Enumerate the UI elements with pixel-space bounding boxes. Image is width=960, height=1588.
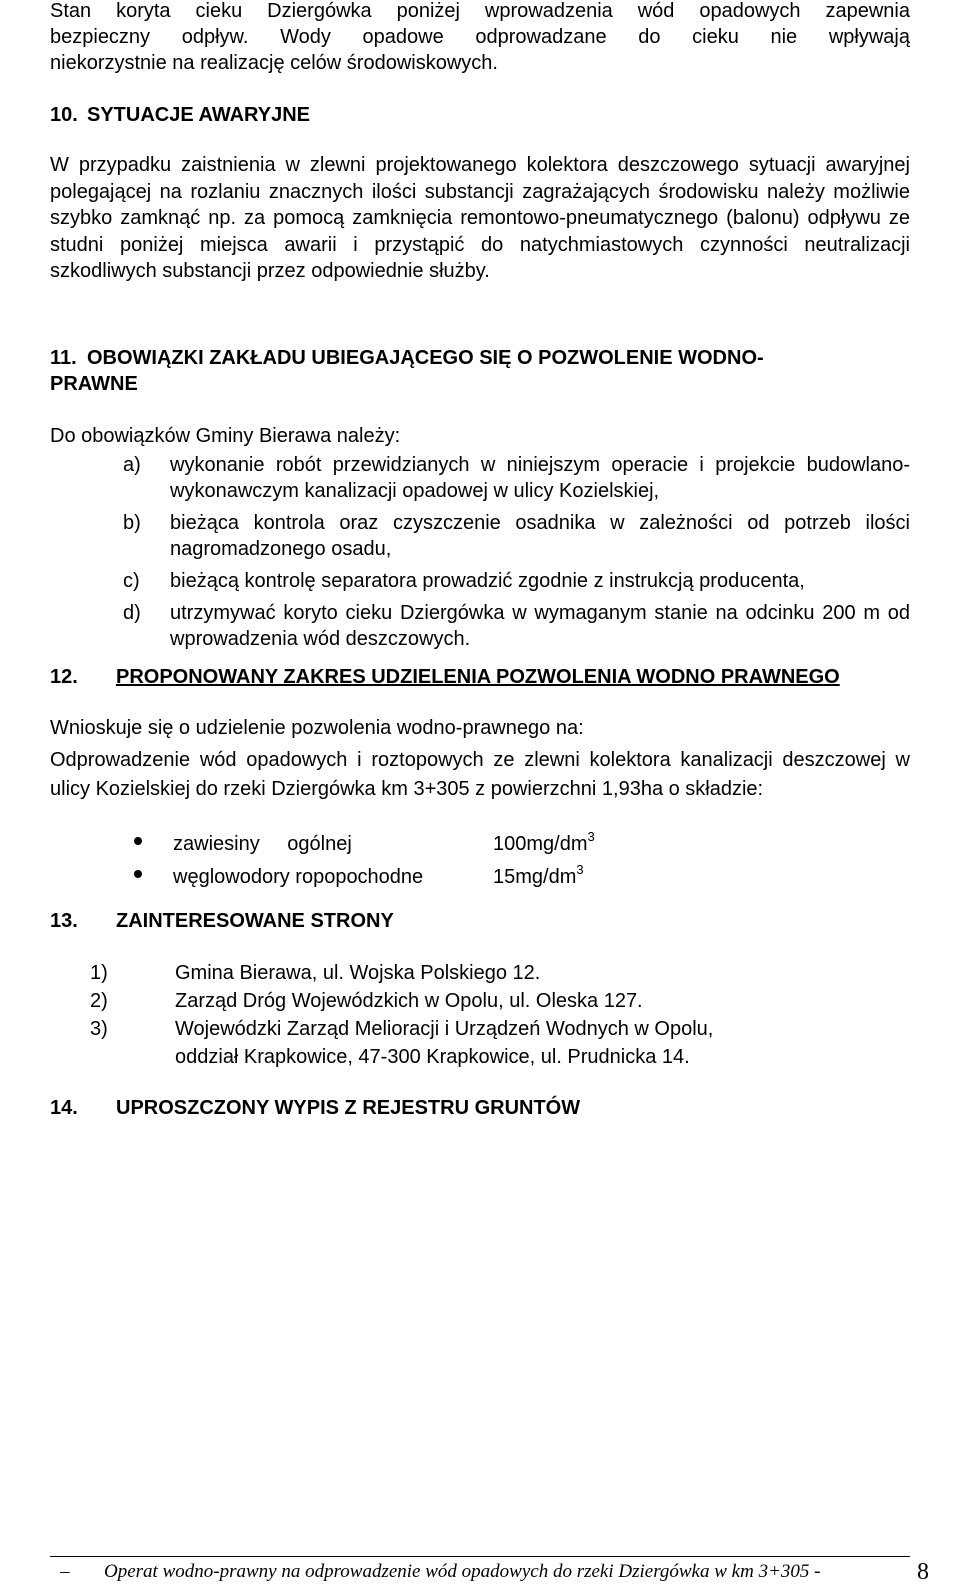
section-title: UPROSZCZONY WYPIS Z REJESTRU GRUNTÓW <box>116 1097 581 1119</box>
list-item-text: oddział Krapkowice, 47-300 Krapkowice, ul. Prudnicka 14. <box>175 1046 690 1068</box>
parties-list <box>50 960 910 1072</box>
bullet-icon <box>134 837 142 845</box>
intro-line-2: bezpieczny odpływ. Wody opadowe odprowadzane do cieku nie wpływają <box>50 26 910 48</box>
parameter-name: węglowodory ropopochodne <box>173 866 424 888</box>
section-number: 13. <box>50 910 78 932</box>
section-12-line-1: Wnioskuje się o udzielenie pozwolenia wodno-prawnego na: <box>50 717 584 739</box>
section-number: 10. <box>50 104 78 126</box>
list-item <box>50 568 910 594</box>
list-item <box>50 827 910 860</box>
list-item <box>50 452 910 504</box>
parameter-value: $100mg/dm^3$ <box>493 829 595 855</box>
list-item-text: Wojewódzki Zarząd Melioracji i Urządzeń Wodnych w Opolu, <box>175 1018 714 1040</box>
list-item-label: a) <box>123 454 141 476</box>
obligations-list <box>50 450 910 652</box>
section-12-heading <box>50 664 840 690</box>
list-item-label: c) <box>123 570 140 592</box>
section-title-line-1: OBOWIĄZKI ZAKŁADU UBIEGAJĄCEGO SIĘ O POZWOLENIE WODNO- <box>87 347 764 369</box>
section-14-heading <box>50 1095 580 1121</box>
list-item <box>50 960 910 988</box>
list-item-text: utrzymywać koryto cieku Dziergówka w wymaganym stanie na odcinku 200 m od wprowadzenia wód deszczowych. <box>170 602 910 650</box>
section-title: SYTUACJE AWARYJNE <box>87 104 311 126</box>
footer-text: Operat wodno-prawny na odprowadzenie wód opadowych do rzeki Dziergówka w km 3+305 - <box>104 1561 821 1582</box>
section-11-intro: Do obowiązków Gminy Bierawa należy: <box>50 425 401 447</box>
list-item-continuation <box>50 1044 910 1072</box>
intro-paragraph <box>50 0 910 76</box>
parameter-name: zawiesiny ogólnej <box>173 833 352 855</box>
page-number: 8 <box>917 1559 929 1585</box>
list-item <box>50 988 910 1016</box>
section-13-heading <box>50 908 394 934</box>
intro-line-1: Stan koryta cieku Dziergówka poniżej wprowadzenia wód opadowych zapewnia <box>50 0 910 22</box>
list-item-label: 2) <box>90 990 108 1012</box>
list-item <box>50 860 910 893</box>
footer-rule <box>50 1556 910 1557</box>
list-item-text: bieżąca kontrola oraz czyszczenie osadnika w zależności od potrzeb ilości nagromadzonego osadu, <box>170 512 910 560</box>
section-number: 14. <box>50 1097 78 1119</box>
list-item-label: 3) <box>90 1018 108 1040</box>
list-item <box>50 510 910 562</box>
parameter-value: $15mg/dm^3$ <box>493 862 584 888</box>
section-title-line-2: PRAWNE <box>50 373 138 395</box>
section-number: 12. <box>50 666 78 688</box>
section-11-heading <box>50 345 910 397</box>
section-12-text: Odprowadzenie wód opadowych i roztopowych ze zlewni kolektora kanalizacji deszczowej w ulicy Kozielskiej do rzeki Dziergówka km 3+305 z powierzchni 1,93ha o składzie: <box>50 749 910 800</box>
list-item-text: wykonanie robót przewidzianych w niniejszym operacie i projekcie budowlano-wykonawczym kanalizacji opadowej w ulicy Kozielskiej, <box>170 454 910 502</box>
bullet-icon <box>134 870 142 878</box>
section-title: PROPONOWANY ZAKRES UDZIELENIA POZWOLENIA WODNO PRAWNEGO <box>116 666 840 688</box>
section-title: ZAINTERESOWANE STRONY <box>116 910 394 932</box>
intro-line-3: niekorzystnie na realizację celów środowiskowych. <box>50 52 498 74</box>
list-item-text: Zarząd Dróg Wojewódzkich w Opolu, ul. Oleska 127. <box>175 990 643 1012</box>
composition-list <box>50 827 910 893</box>
section-10-text: W przypadku zaistnienia w zlewni projektowanego kolektora deszczowego sytuacji awaryjnej polegającej na rozlaniu znacznych ilości substancji zagrażających środowisku należy możliwie szybko zamknąć np. za pomocą zamknięcia remontowo-pneumatycznego (balonu) odpływu ze studni poniżej miejsca awarii i przystąpić do natychmiastowych czynności neutralizacji szkodliwych substancji przez odpowiednie służby. <box>50 154 910 282</box>
list-item-label: d) <box>123 602 141 624</box>
list-item <box>50 1016 910 1044</box>
list-item-label: b) <box>123 512 141 534</box>
list-item <box>50 600 910 652</box>
list-item-label: 1) <box>90 962 108 984</box>
list-item-text: Gmina Bierawa, ul. Wojska Polskiego 12. <box>175 962 541 984</box>
section-10-heading <box>50 102 310 128</box>
list-item-text: bieżącą kontrolę separatora prowadzić zgodnie z instrukcją producenta, <box>170 570 805 592</box>
footer-dash: – <box>60 1561 70 1582</box>
section-number: 11. <box>50 347 77 369</box>
